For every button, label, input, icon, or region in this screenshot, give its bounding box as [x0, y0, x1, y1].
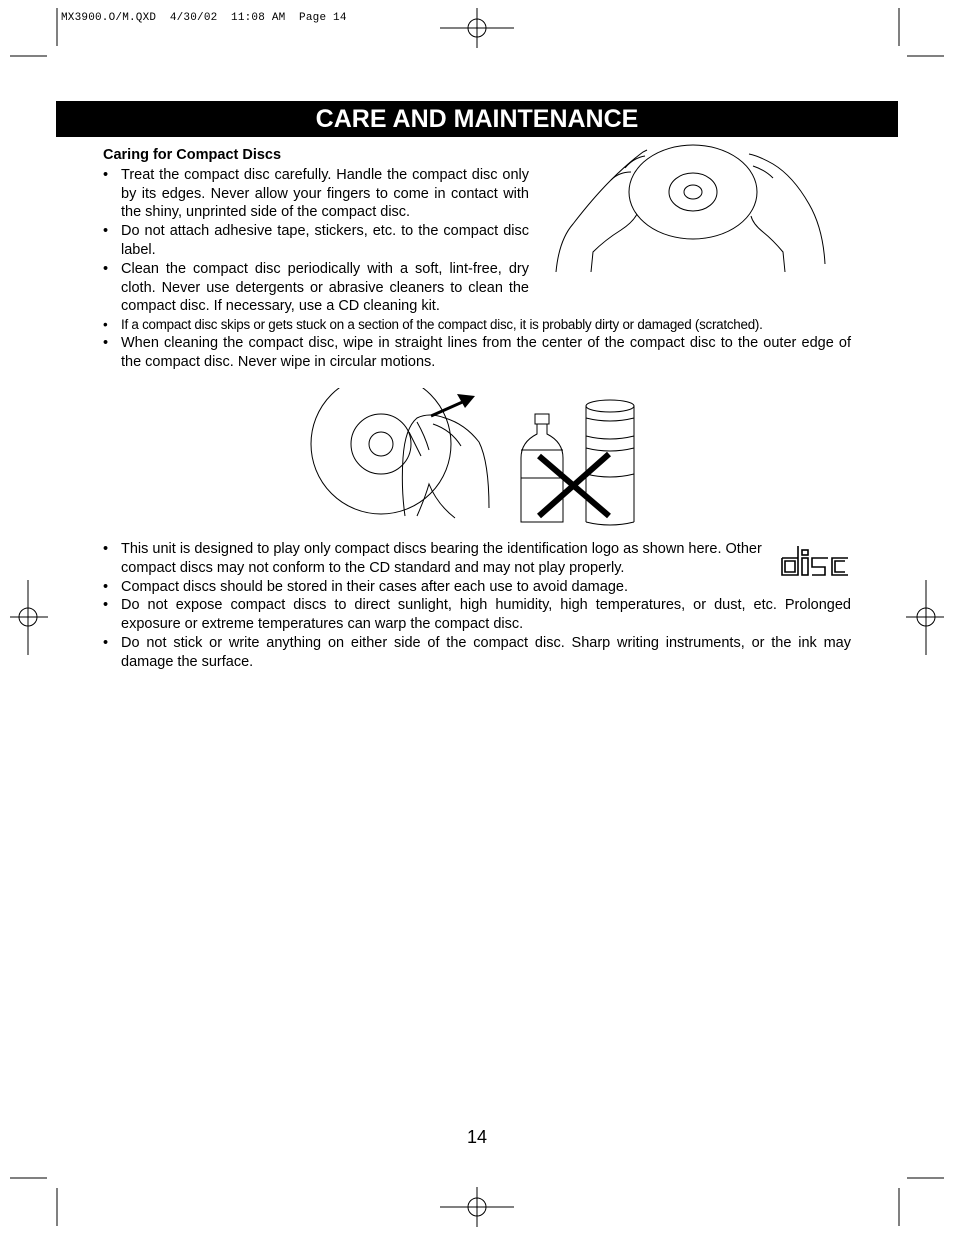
list-item — [103, 222, 529, 259]
registration-mark-left — [10, 608, 48, 626]
section-heading: Caring for Compact Discs — [103, 147, 282, 163]
list-item — [103, 334, 851, 371]
arrow-up-right-icon — [431, 394, 475, 416]
bullet-marker: • — [103, 167, 109, 183]
list-item — [103, 634, 851, 671]
bullet-marker: • — [103, 597, 109, 613]
list-item-text: Treat the compact disc carefully. Handle the compact disc only by its edges. Never allow your fingers to come in contact with the shiny, unprinted side of the compact disc. — [121, 167, 529, 221]
bullet-marker: • — [103, 261, 109, 277]
hands-holding-disc-illustration — [553, 142, 833, 276]
list-item — [103, 596, 851, 633]
prohibited-cross-icon — [539, 454, 609, 516]
bullet-marker: • — [103, 635, 109, 651]
bullet-marker: • — [103, 335, 109, 351]
list-item — [103, 578, 851, 597]
list-item-text: Do not stick or write anything on either side of the compact disc. Sharp writing instruments, or the ink may damage the surface. — [121, 635, 851, 670]
print-slug: MX3900.O/M.QXD 4/30/02 11:08 AM Page 14 — [61, 12, 347, 24]
list-item-text: Do not attach adhesive tape, stickers, etc. to the compact disc label. — [121, 223, 529, 258]
registration-mark-bottom — [440, 1187, 514, 1227]
section-title-bar — [56, 101, 898, 137]
list-item-text: If a compact disc skips or gets stuck on a section of the compact disc, it is probably dirty or damaged (scratched). — [121, 317, 763, 332]
list-item-text: Clean the compact disc periodically with a soft, lint-free, dry cloth. Never use detergents or abrasive cleaners to clean the compact disc. If necessary, use a CD cleaning kit. — [121, 261, 529, 315]
bullet-marker: • — [103, 223, 109, 239]
registration-mark-right — [906, 608, 944, 626]
list-item-text: This unit is designed to play only compact discs bearing the identification logo as shown here. Other compact discs may not conform to the CD standard and may not play properly. — [121, 541, 762, 576]
bullet-marker: • — [103, 541, 109, 557]
list-item-text: Do not expose compact discs to direct sunlight, high humidity, high temperatures, or dust, etc. Prolonged exposure or extreme temperatures can warp the compact disc. — [121, 597, 851, 632]
list-item — [103, 260, 529, 316]
list-item — [103, 540, 781, 577]
disc-logo-icon — [779, 544, 851, 578]
compact-disc-logo — [779, 544, 851, 578]
list-item — [103, 166, 529, 222]
registration-mark-top — [440, 8, 514, 48]
list-item-text: Compact discs should be stored in their cases after each use to avoid damage. — [121, 579, 628, 595]
page-number: 14 — [466, 1127, 488, 1147]
bullet-marker: • — [103, 579, 109, 595]
bullet-marker: • — [103, 317, 108, 332]
list-item-text: When cleaning the compact disc, wipe in straight lines from the center of the compact disc to the outer edge of the compact disc. Never wipe in circular motions. — [121, 335, 851, 370]
page-title: CARE AND MAINTENANCE — [315, 104, 639, 133]
cleaning-illustration — [305, 388, 640, 528]
list-item — [103, 316, 861, 335]
